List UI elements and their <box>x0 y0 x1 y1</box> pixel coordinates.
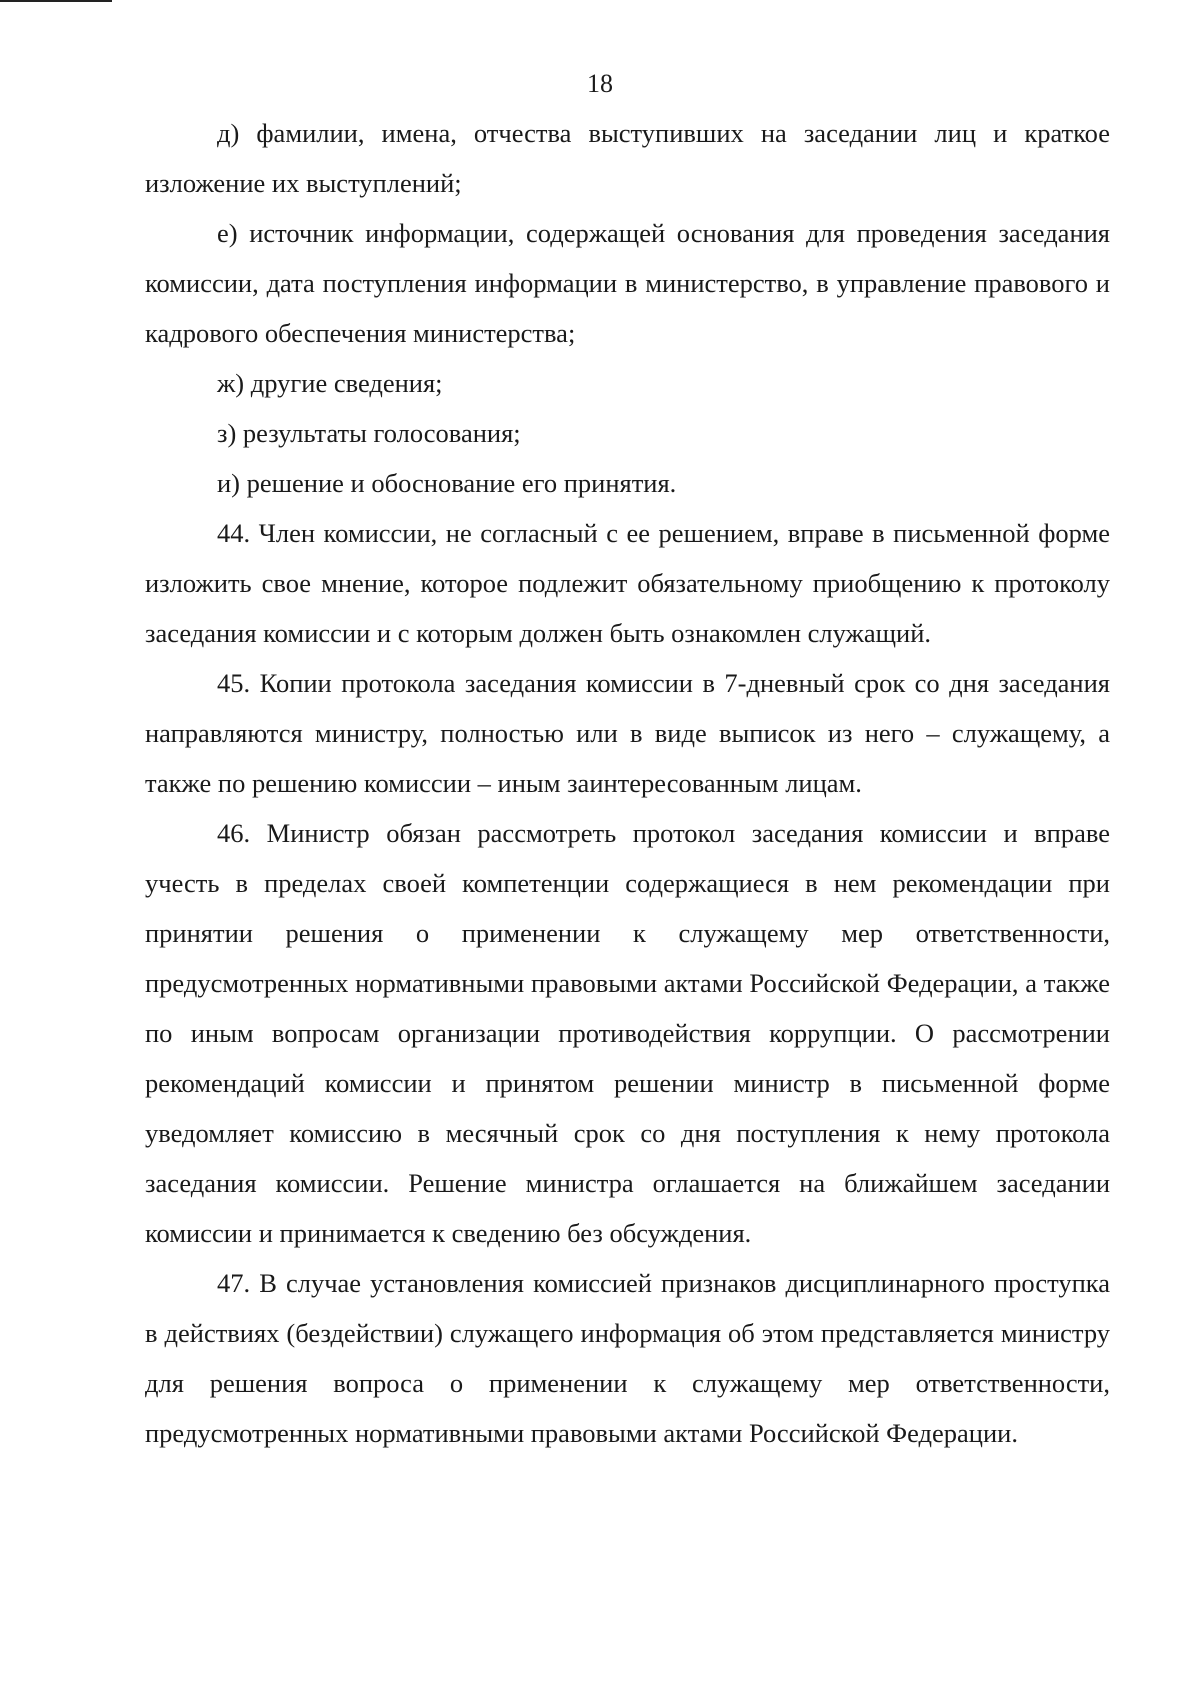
paragraph-item-zh: ж) другие сведения; <box>217 368 443 398</box>
paragraph-item-i: и) решение и обоснование его принятия. <box>217 468 677 498</box>
document-body <box>145 108 1110 1458</box>
page-number: 18 <box>587 69 613 98</box>
paragraph-item-z: з) результаты голосования; <box>217 418 521 448</box>
paragraph-item-e: е) источник информации, содержащей основания для проведения заседания комиссии, дата поступления информации в министерство, в управление правового и кадрового обеспечения министерства; <box>145 218 1110 348</box>
paragraph-45: 45. Копии протокола заседания комиссии в 7-дневный срок со дня заседания направляются министру, полностью или в виде выписок из него – служащему, а также по решению комиссии – иным заинтересованным лицам. <box>145 668 1110 798</box>
paragraph-item-d: д) фамилии, имена, отчества выступивших на заседании лиц и краткое изложение их выступлений; <box>145 118 1110 198</box>
scan-edge-mark <box>0 0 112 2</box>
paragraph-47: 47. В случае установления комиссией признаков дисциплинарного проступка в действиях (бездействии) служащего информация об этом представляется министру для решения вопроса о применении к служащему мер ответственности, предусмотренных нормативными правовыми актами Российской Федерации. <box>145 1268 1110 1448</box>
paragraph-46: 46. Министр обязан рассмотреть протокол заседания комиссии и вправе учесть в пределах своей компетенции содержащиеся в нем рекомендации при принятии решения о применении к служащему мер ответственности, предусмотренных нормативными правовыми актами Российской Федерации, а также по иным вопросам организации противодействия коррупции. О рассмотрении рекомендаций комиссии и принятом решении министр в письменной форме уведомляет комиссию в месячный срок со дня поступления к нему протокола заседания комиссии. Решение министра оглашается на ближайшем заседании комиссии и принимается к сведению без обсуждения. <box>145 818 1110 1248</box>
paragraph-44: 44. Член комиссии, не согласный с ее решением, вправе в письменной форме изложить свое мнение, которое подлежит обязательному приобщению к протоколу заседания комиссии и с которым должен быть ознакомлен служащий. <box>145 518 1110 648</box>
